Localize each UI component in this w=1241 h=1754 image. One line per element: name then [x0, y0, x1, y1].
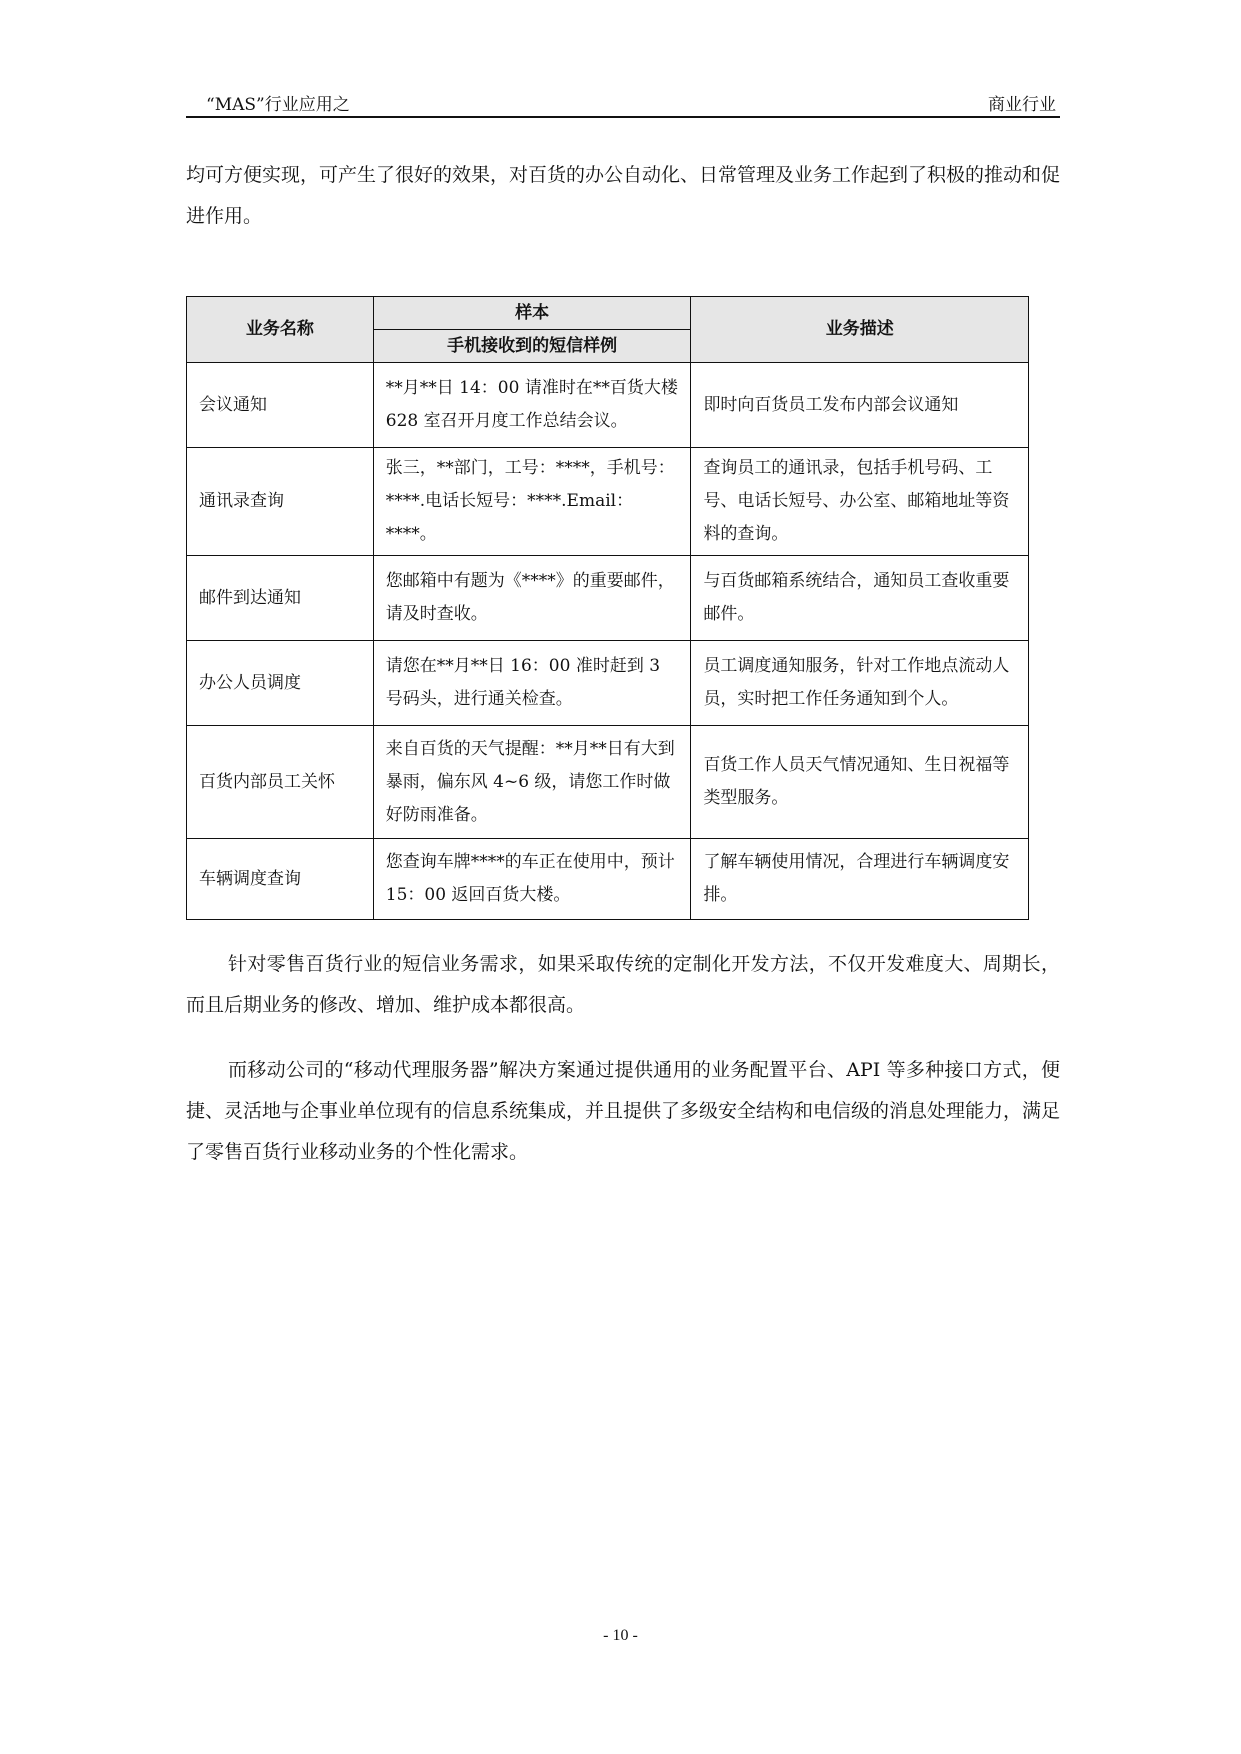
body-paragraph: 针对零售百货行业的短信业务需求，如果采取传统的定制化开发方法，不仅开发难度大、周期长，而且后期业务的修改、增加、维护成本都很高。	[186, 953, 1060, 1016]
row-description: 与百货邮箱系统结合，通知员工查收重要邮件。	[691, 556, 1029, 641]
table-row	[187, 556, 1029, 641]
business-table	[186, 296, 1029, 920]
intro-paragraph: 均可方便实现，可产生了很好的效果，对百货的办公自动化、日常管理及业务工作起到了积极的推动和促进作用。	[186, 164, 1061, 227]
header-sample-sub: 手机接收到的短信样例	[373, 330, 691, 363]
row-sample: 您邮箱中有题为《****》的重要邮件，请及时查收。	[373, 556, 691, 641]
table-header-row	[187, 297, 1029, 330]
table-row	[187, 448, 1029, 556]
table-row	[187, 363, 1029, 448]
row-description: 即时向百货员工发布内部会议通知	[691, 363, 1029, 448]
table-row	[187, 726, 1029, 839]
header-name: 业务名称	[187, 297, 374, 363]
header-description: 业务描述	[691, 297, 1029, 363]
row-sample: 请您在**月**日 16：00 准时赶到 3 号码头，进行通关检查。	[373, 641, 691, 726]
row-name: 百货内部员工关怀	[187, 726, 374, 839]
row-description: 百货工作人员天气情况通知、生日祝福等类型服务。	[691, 726, 1029, 839]
page-number: - 10 -	[603, 1627, 638, 1644]
body-paragraph: 而移动公司的“移动代理服务器”解决方案通过提供通用的业务配置平台、API 等多种接口方式，便捷、灵活地与企事业单位现有的信息系统集成，并且提供了多级安全结构和电信级的消息处理能力，满足了零售百货行业移动业务的个性化需求。	[186, 1059, 1061, 1163]
row-name: 车辆调度查询	[187, 839, 374, 920]
header-title: “MAS”行业应用之	[206, 95, 350, 115]
table-row	[187, 641, 1029, 726]
row-description: 查询员工的通讯录，包括手机号码、工号、电话长短号、办公室、邮箱地址等资料的查询。	[691, 448, 1029, 556]
row-description: 了解车辆使用情况，合理进行车辆调度安排。	[691, 839, 1029, 920]
row-name: 会议通知	[187, 363, 374, 448]
row-name: 通讯录查询	[187, 448, 374, 556]
header-sample: 样本	[373, 297, 691, 330]
row-name: 办公人员调度	[187, 641, 374, 726]
page-header	[186, 86, 1060, 118]
row-sample: 张三，**部门，工号：****，手机号：****.电话长短号：****.Email：****。	[373, 448, 691, 556]
header-section: 商业行业	[988, 95, 1056, 115]
row-sample: 您查询车牌****的车正在使用中，预计 15：00 返回百货大楼。	[373, 839, 691, 920]
row-name: 邮件到达通知	[187, 556, 374, 641]
row-description: 员工调度通知服务，针对工作地点流动人员，实时把工作任务通知到个人。	[691, 641, 1029, 726]
row-sample: **月**日 14：00 请准时在**百货大楼 628 室召开月度工作总结会议。	[373, 363, 691, 448]
table-row	[187, 839, 1029, 920]
row-sample: 来自百货的天气提醒：**月**日有大到暴雨，偏东风 4~6 级，请您工作时做好防雨准备。	[373, 726, 691, 839]
